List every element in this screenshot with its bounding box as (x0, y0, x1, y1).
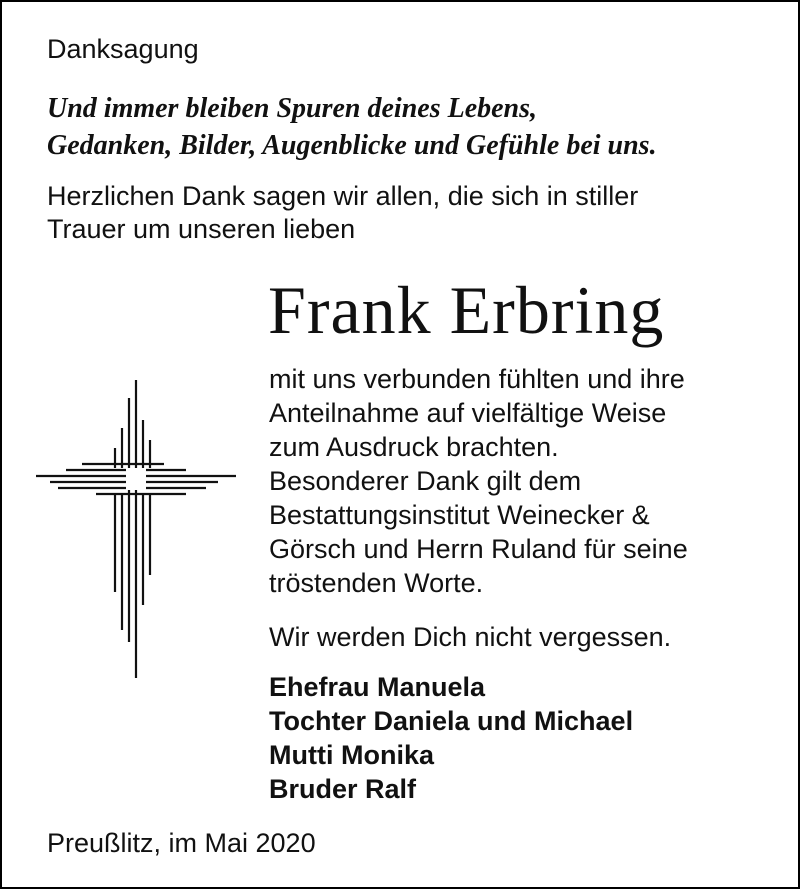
signature-item: Ehefrau Manuela (269, 672, 486, 702)
closing-line: Wir werden Dich nicht vergessen. (269, 622, 672, 652)
body-line: Bestattungsinstitut Weinecker & (269, 500, 650, 530)
body-line: tröstenden Worte. (269, 568, 484, 598)
signature-item: Tochter Daniela und Michael (269, 706, 634, 736)
notice-heading: Danksagung (47, 34, 199, 64)
body-line: Besonderer Dank gilt dem (269, 466, 582, 496)
body-line: Anteilnahme auf vielfältige Weise (269, 398, 667, 428)
deceased-name: Frank Erbring (268, 272, 665, 348)
motto-line: Und immer bleiben Spuren deines Lebens, (47, 93, 538, 124)
intro-line: Trauer um unseren lieben (47, 214, 356, 244)
line-cross-icon (36, 380, 236, 680)
memorial-motto (47, 90, 657, 164)
body-line: zum Ausdruck brachten. (269, 432, 559, 462)
signatures-list (269, 670, 633, 806)
place-date: Preußlitz, im Mai 2020 (47, 828, 316, 858)
motto-line: Gedanken, Bilder, Augenblicke und Gefühle bei uns. (47, 130, 657, 161)
body-line: Görsch und Herrn Ruland für seine (269, 534, 688, 564)
intro-text (47, 180, 638, 246)
body-text (269, 362, 688, 600)
signature-item: Mutti Monika (269, 740, 434, 770)
signature-item: Bruder Ralf (269, 774, 417, 804)
intro-line: Herzlichen Dank sagen wir allen, die sich in stiller (47, 181, 639, 211)
body-line: mit uns verbunden fühlten und ihre (269, 364, 685, 394)
